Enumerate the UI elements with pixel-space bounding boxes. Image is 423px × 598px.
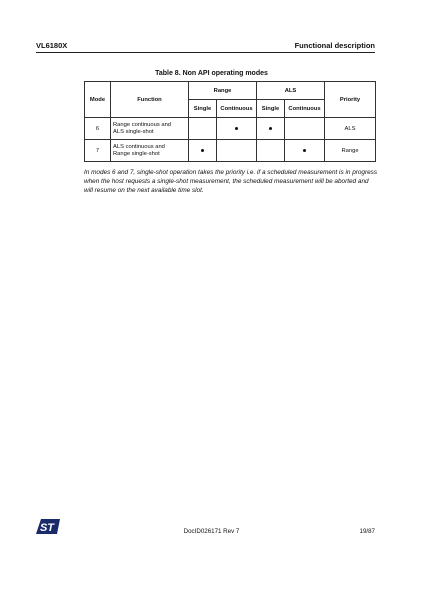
cell-mode: 6 <box>85 118 111 140</box>
bullet-dot-icon <box>201 149 204 152</box>
table-header-row <box>85 82 376 100</box>
cell-range-continuous <box>217 140 257 162</box>
cell-function <box>111 118 189 140</box>
cell-als-continuous <box>285 118 325 140</box>
subheader-als-continuous: Continuous <box>285 100 325 118</box>
bullet-dot-icon <box>303 149 306 152</box>
footer-page-number: 19/87 <box>359 528 375 535</box>
cell-function <box>111 140 189 162</box>
cell-priority: Range <box>325 140 376 162</box>
cell-als-continuous <box>285 140 325 162</box>
cell-range-single <box>189 140 217 162</box>
cell-range-single <box>189 118 217 140</box>
cell-priority: ALS <box>325 118 376 140</box>
cell-als-single <box>257 140 285 162</box>
col-header-range: Range <box>189 82 257 100</box>
col-header-function: Function <box>111 82 189 118</box>
subheader-als-single: Single <box>257 100 285 118</box>
col-header-als: ALS <box>257 82 325 100</box>
bullet-dot-icon <box>235 127 238 130</box>
subheader-range-continuous: Continuous <box>217 100 257 118</box>
function-line: ALS continuous and <box>113 143 165 150</box>
operating-modes-note: In modes 6 and 7, single-shot operation takes the priority i.e. if a scheduled measurement is in progress when the host requests a single-shot measurement, the scheduled measurement will be aborted and will resume on the next available time slot. <box>84 169 378 194</box>
header-product-name: VL6180X <box>36 41 68 50</box>
svg-text:ST: ST <box>39 522 55 534</box>
cell-als-single <box>257 118 285 140</box>
function-line: ALS single-shot <box>113 128 154 135</box>
table-row <box>85 140 376 162</box>
cell-range-continuous <box>217 118 257 140</box>
function-line: Range continuous and <box>113 121 172 128</box>
footer-doc-id: DocID026171 Rev 7 <box>183 528 240 535</box>
cell-mode: 7 <box>85 140 111 162</box>
operating-modes-table <box>84 81 376 162</box>
col-header-mode: Mode <box>85 82 111 118</box>
header-section-title: Functional description <box>294 41 375 50</box>
table-row <box>85 118 376 140</box>
subheader-range-single: Single <box>189 100 217 118</box>
bullet-dot-icon <box>269 127 272 130</box>
header-divider <box>36 52 375 53</box>
function-line: Range single-shot <box>113 150 160 157</box>
col-header-priority: Priority <box>325 82 376 118</box>
table-caption: Table 8. Non API operating modes <box>155 70 268 77</box>
